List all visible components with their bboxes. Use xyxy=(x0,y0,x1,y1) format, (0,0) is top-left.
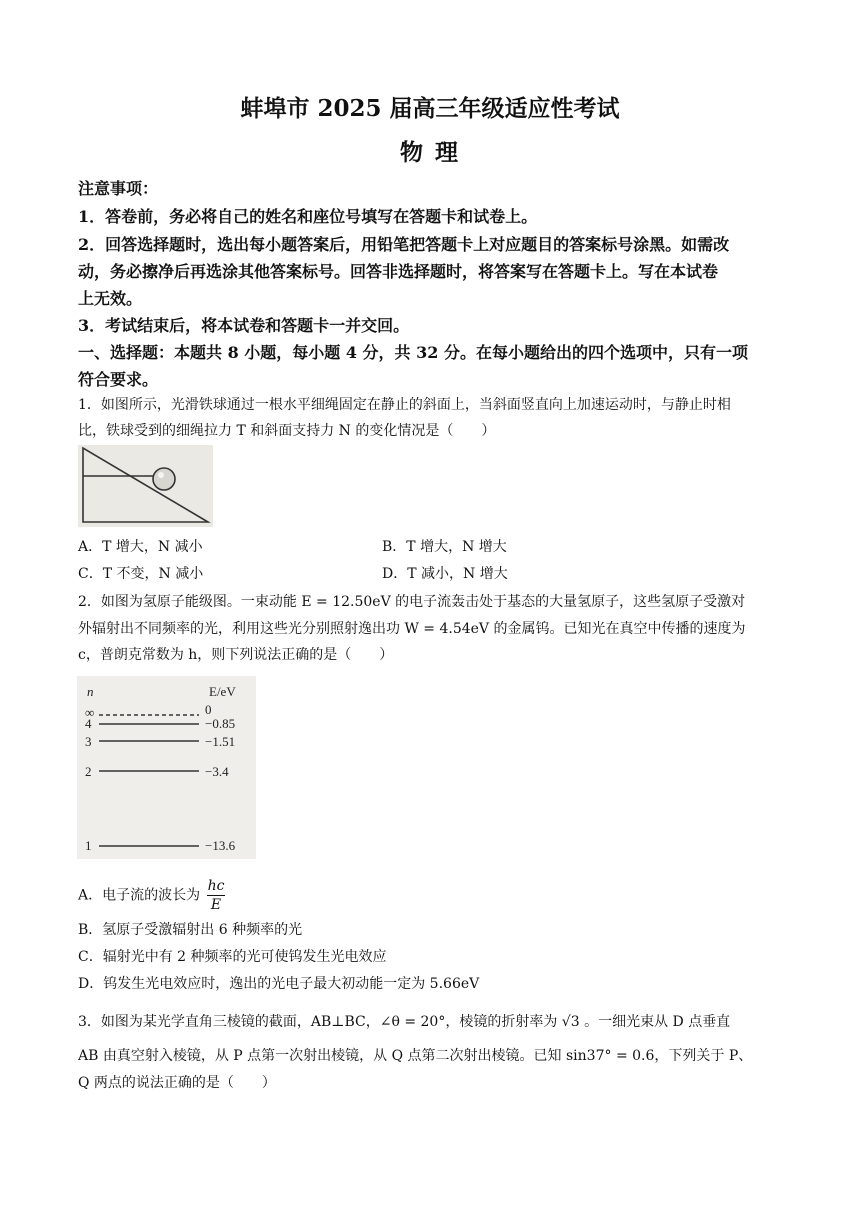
q1-option-d: D．T 减小，N 增大 xyxy=(382,566,508,582)
level-energy-inf: 0 xyxy=(205,702,212,717)
q2-option-b: B．氢原子受激辐射出 6 种频率的光 xyxy=(78,922,303,938)
q1-stem-line-2: 比，铁球受到的细绳拉力 T 和斜面支持力 N 的变化情况是（ ） xyxy=(78,423,496,439)
q1-option-a: A．T 增大，N 减小 xyxy=(78,539,203,555)
q3-stem-line-2: AB 由真空射入棱镜，从 P 点第一次射出棱镜，从 Q 点第二次射出棱镜。已知 sin37° = 0.6，下列关于 P、 xyxy=(78,1048,753,1064)
wavelength-fraction xyxy=(207,877,226,914)
level-label-4: 4 xyxy=(85,716,92,731)
level-label-1: 1 xyxy=(85,838,92,853)
exam-subject: 物 理 xyxy=(399,139,460,166)
q1-option-b: B．T 增大，N 增大 xyxy=(382,539,507,555)
notice-item-2-line-2: 动，务必擦净后再选涂其他答案标号。回答非选择题时，将答案写在答题卡上。写在本试卷 xyxy=(78,262,719,281)
q3-stem-line-1: 3．如图为某光学直角三棱镜的截面，AB⊥BC，∠θ = 20°，棱镜的折射率为 √3 。一细光束从 D 点垂直 xyxy=(78,1014,731,1030)
q2-option-d: D．钨发生光电效应时，逸出的光电子最大初动能一定为 5.66eV xyxy=(78,976,480,992)
notice-item-3: 3．考试结束后，将本试卷和答题卡一并交回。 xyxy=(78,316,410,335)
diagram-e-label: E/eV xyxy=(209,684,236,699)
notice-heading: 注意事项： xyxy=(78,179,159,198)
q1-incline-figure xyxy=(78,445,213,527)
section-1-heading-line-1: 一、选择题：本题共 8 小题，每小题 4 分，共 32 分。在每小题给出的四个选项中，只有一项 xyxy=(78,343,748,362)
fraction-denominator: E xyxy=(210,897,222,913)
level-energy-2: −3.4 xyxy=(205,764,229,779)
level-energy-3: −1.51 xyxy=(205,734,236,749)
q2-energy-level-diagram xyxy=(77,676,256,859)
section-1-heading-line-2: 符合要求。 xyxy=(78,370,159,389)
q3-stem-line-3: Q 两点的说法正确的是（ ） xyxy=(78,1075,276,1091)
level-energy-4: −0.85 xyxy=(205,716,236,731)
level-label-3: 3 xyxy=(85,734,92,749)
notice-item-2-line-1: 2．回答选择题时，选出每小题答案后，用铅笔把答题卡上对应题目的答案标号涂黑。如需改 xyxy=(78,235,730,254)
level-energy-1: −13.6 xyxy=(205,838,236,853)
exam-title: 蚌埠市 2025 届高三年级适应性考试 xyxy=(240,95,620,122)
q2-option-c: C．辐射光中有 2 种频率的光可使钨发生光电效应 xyxy=(78,949,387,965)
q2-stem-line-2: 外辐射出不同频率的光，利用这些光分别照射逸出功 W = 4.54eV 的金属钨。已知光在真空中传播的速度为 xyxy=(78,621,746,637)
q1-option-c: C．T 不变，N 减小 xyxy=(78,566,204,582)
q2-stem-line-1: 2．如图为氢原子能级图。一束动能 E = 12.50eV 的电子流轰击处于基态的大量氢原子，这些氢原子受激对 xyxy=(78,594,746,610)
q2-stem-line-3: c，普朗克常数为 h，则下列说法正确的是（ ） xyxy=(78,647,394,663)
level-label-2: 2 xyxy=(85,764,92,779)
q2-option-a-text: A．电子流的波长为 xyxy=(78,887,201,904)
fraction-numerator: hc xyxy=(207,878,225,894)
q2-option-a xyxy=(78,877,225,914)
level-label-inf: ∞ xyxy=(85,705,95,720)
diagram-n-label: n xyxy=(87,684,94,699)
notice-item-2-line-3: 上无效。 xyxy=(78,289,143,308)
notice-item-1: 1．答卷前，务必将自己的姓名和座位号填写在答题卡和试卷上。 xyxy=(78,207,538,226)
q1-stem-line-1: 1．如图所示，光滑铁球通过一根水平细绳固定在静止的斜面上，当斜面竖直向上加速运动时，与静止时相 xyxy=(78,397,731,413)
